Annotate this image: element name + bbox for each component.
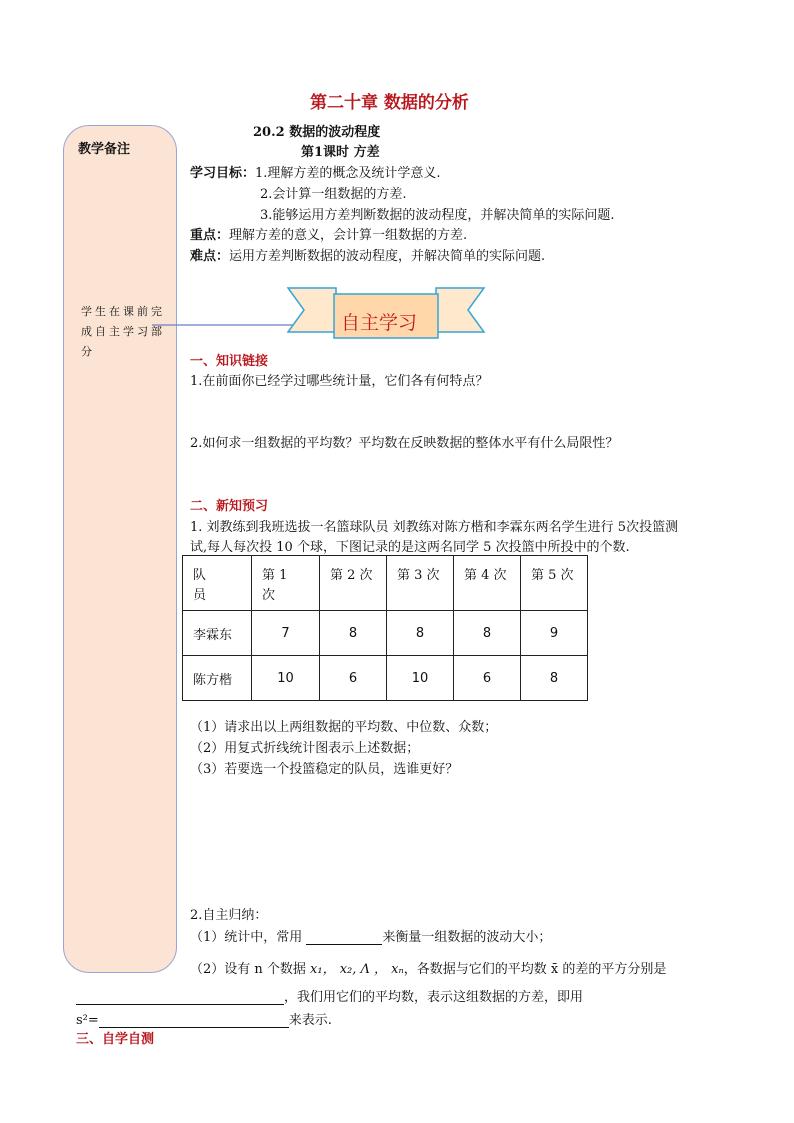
key-point-label: 重点：: [190, 228, 230, 243]
table-header-row: [183, 556, 588, 611]
summary-text: 来表示.: [288, 1013, 332, 1028]
table-cell: 8: [521, 656, 588, 701]
section-heading: 二、新知预习: [190, 499, 269, 514]
summary-text: ，我们用它们的平均数，表示这组数据的方差，即用: [284, 990, 584, 1005]
table-cell: 7: [252, 611, 320, 656]
table-cell: 6: [454, 656, 521, 701]
teaching-notes-sidebar: [63, 125, 177, 973]
sidebar-heading: 教学备注: [78, 142, 131, 157]
score-table: [182, 555, 588, 701]
table-row: [183, 611, 588, 656]
table-header-cell: 第 4 次: [454, 556, 521, 611]
table-cell: 6: [320, 656, 387, 701]
summary-text: （1）统计中，常用: [190, 930, 307, 945]
section-title: 20.2 数据的波动程度: [253, 125, 381, 140]
difficulty-text: 运用方差判断数据的波动程度，并解决简单的实际问题.: [229, 249, 546, 264]
sub-question: （1）请求出以上两组数据的平均数、中位数、众数；: [190, 720, 498, 735]
table-cell: 10: [252, 656, 320, 701]
difficulty-label: 难点：: [190, 249, 230, 264]
section-heading: 一、知识链接: [190, 354, 269, 369]
table-header-cell: 第 5 次: [521, 556, 588, 611]
key-point-text: 理解方差的意义，会计算一组数据的方差.: [229, 228, 468, 243]
sub-question: （2）用复式折线统计图表示上述数据；: [190, 741, 420, 756]
objective-item: 3.能够运用方差判断数据的波动程度，并解决简单的实际问题.: [260, 208, 615, 223]
table-header-cell: 第 1 次: [252, 556, 320, 611]
objective-item: 1.理解方差的概念及统计学意义.: [255, 166, 441, 181]
data-variables: x₁， x₂, Λ ， xₙ: [310, 962, 404, 977]
objective-item: 2.会计算一组数据的方差.: [260, 187, 407, 202]
objectives-label: 学习目标：: [190, 166, 256, 181]
table-corner-cell: 队 员: [183, 556, 252, 611]
summary-text: s²=: [76, 1013, 99, 1028]
table-header-cell: 第 3 次: [387, 556, 454, 611]
player-name: 李霖东: [183, 611, 252, 656]
section-heading: 三、自学自测: [76, 1032, 155, 1047]
table-cell: 9: [521, 611, 588, 656]
table-cell: 8: [320, 611, 387, 656]
problem-intro: 试,每人每次投 10 个球，下图记录的是这两名同学 5 次投篮中所投中的个数.: [190, 540, 630, 555]
table-header-cell: 第 2 次: [320, 556, 387, 611]
lesson-title: 第1课时 方差: [301, 145, 380, 160]
chapter-title: 第二十章 数据的分析: [310, 93, 469, 113]
summary-text: ，各数据与它们的平均数 x̄ 的差的平方分别是: [403, 962, 667, 977]
question: 1.在前面你已经学过哪些统计量，它们各有何特点？: [190, 374, 489, 389]
problem-intro: 1. 刘教练到我班选拔一名篮球队员 刘教练对陈方楷和李霖东两名学生进行 5次投篮测: [190, 520, 679, 535]
table-cell: 10: [387, 656, 454, 701]
table-cell: 8: [454, 611, 521, 656]
summary-text: 来衡量一组数据的波动大小；: [382, 930, 552, 945]
sidebar-note: 学生在课前完成自主学习部分: [81, 305, 165, 358]
table-cell: 8: [387, 611, 454, 656]
question: 2.如何求一组数据的平均数？平均数在反映数据的整体水平有什么局限性？: [190, 436, 619, 451]
summary-heading: 2.自主归纳：: [190, 908, 268, 923]
player-name: 陈方楷: [183, 656, 252, 701]
answer-blank[interactable]: [306, 944, 382, 945]
table-row: [183, 656, 588, 701]
answer-blank[interactable]: [76, 1004, 284, 1005]
banner-text: 自主学习: [341, 312, 418, 334]
sub-question: （3）若要选一个投篮稳定的队员，选谁更好？: [190, 762, 459, 777]
summary-text: （2）设有 n 个数据: [190, 962, 311, 977]
